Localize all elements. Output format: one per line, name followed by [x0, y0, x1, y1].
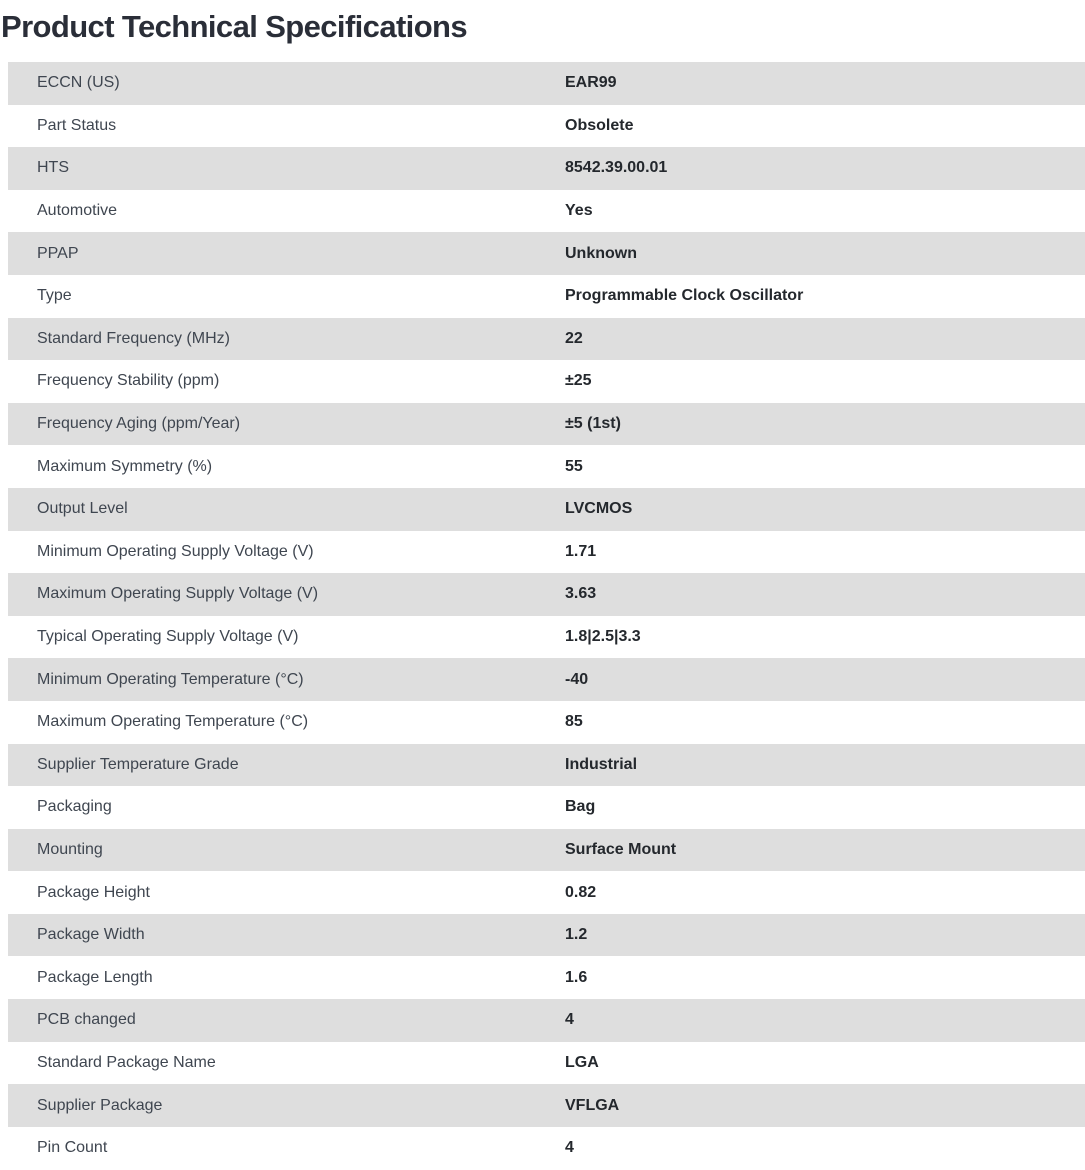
- spec-label: HTS: [37, 159, 69, 177]
- spec-value: Programmable Clock Oscillator: [565, 287, 804, 305]
- spec-row: [8, 147, 1085, 190]
- spec-row: [8, 488, 1085, 531]
- spec-value: Yes: [565, 202, 593, 220]
- spec-value: 85: [565, 713, 583, 731]
- spec-label: Supplier Package: [37, 1096, 163, 1114]
- spec-label: Minimum Operating Temperature (°C): [37, 670, 304, 688]
- spec-row: [8, 1042, 1085, 1085]
- spec-label: Supplier Temperature Grade: [37, 755, 239, 773]
- spec-value: 22: [565, 329, 583, 347]
- spec-row: [8, 658, 1085, 701]
- spec-row: [8, 999, 1085, 1042]
- spec-row: [8, 616, 1085, 659]
- spec-row: [8, 360, 1085, 403]
- spec-value: ±25: [565, 372, 592, 390]
- spec-label: PPAP: [37, 244, 79, 262]
- spec-row: [8, 871, 1085, 914]
- spec-label: Maximum Operating Temperature (°C): [37, 713, 309, 731]
- spec-value: 1.2: [565, 926, 588, 944]
- spec-label: Package Height: [37, 883, 150, 901]
- spec-value: -40: [565, 670, 589, 688]
- spec-row: [8, 275, 1085, 318]
- spec-label: Frequency Aging (ppm/Year): [37, 415, 241, 433]
- spec-table: [8, 62, 1085, 1169]
- spec-row: [8, 232, 1085, 275]
- spec-value: 1.8|2.5|3.3: [565, 628, 641, 646]
- spec-label: Output Level: [37, 500, 128, 518]
- spec-label: ECCN (US): [37, 74, 120, 92]
- spec-value: 3.63: [565, 585, 597, 603]
- spec-value: 4: [565, 1139, 574, 1157]
- spec-value: 1.6: [565, 968, 588, 986]
- spec-value: 55: [565, 457, 583, 475]
- spec-row: [8, 573, 1085, 616]
- spec-row: [8, 318, 1085, 361]
- spec-row: [8, 1084, 1085, 1127]
- spec-value: Obsolete: [565, 116, 634, 134]
- spec-value: EAR99: [565, 74, 617, 92]
- spec-value: 4: [565, 1011, 574, 1029]
- spec-value: LGA: [565, 1053, 599, 1071]
- spec-row: [8, 105, 1085, 148]
- spec-value: VFLGA: [565, 1096, 620, 1114]
- spec-value: LVCMOS: [565, 500, 633, 518]
- spec-label: Typical Operating Supply Voltage (V): [37, 628, 299, 646]
- spec-row: [8, 744, 1085, 787]
- spec-row: [8, 956, 1085, 999]
- spec-label: Maximum Operating Supply Voltage (V): [37, 585, 319, 603]
- spec-value: 0.82: [565, 883, 597, 901]
- spec-value: ±5 (1st): [565, 415, 621, 433]
- spec-row: [8, 531, 1085, 574]
- spec-label: Frequency Stability (ppm): [37, 372, 220, 390]
- spec-value: Bag: [565, 798, 596, 816]
- spec-label: Package Width: [37, 926, 145, 944]
- spec-row: [8, 914, 1085, 957]
- spec-row: [8, 190, 1085, 233]
- spec-row: [8, 1127, 1085, 1170]
- spec-value: Surface Mount: [565, 840, 677, 858]
- spec-row: [8, 786, 1085, 829]
- spec-label: Standard Frequency (MHz): [37, 329, 230, 347]
- spec-label: Mounting: [37, 840, 103, 858]
- spec-value: Industrial: [565, 755, 638, 773]
- spec-value: 8542.39.00.01: [565, 159, 668, 177]
- page-title: Product Technical Specifications: [1, 9, 468, 44]
- spec-label: Standard Package Name: [37, 1053, 216, 1071]
- spec-value: Unknown: [565, 244, 637, 262]
- spec-label: Type: [37, 287, 72, 305]
- spec-row: [8, 829, 1085, 872]
- spec-label: PCB changed: [37, 1011, 136, 1029]
- spec-label: Package Length: [37, 968, 153, 986]
- spec-label: Pin Count: [37, 1139, 108, 1157]
- spec-value: 1.71: [565, 542, 597, 560]
- spec-row: [8, 62, 1085, 105]
- spec-label: Automotive: [37, 202, 118, 220]
- spec-label: Maximum Symmetry (%): [37, 457, 213, 475]
- spec-row: [8, 403, 1085, 446]
- spec-label: Packaging: [37, 798, 112, 816]
- spec-label: Part Status: [37, 116, 117, 134]
- spec-row: [8, 445, 1085, 488]
- spec-label: Minimum Operating Supply Voltage (V): [37, 542, 314, 560]
- spec-row: [8, 701, 1085, 744]
